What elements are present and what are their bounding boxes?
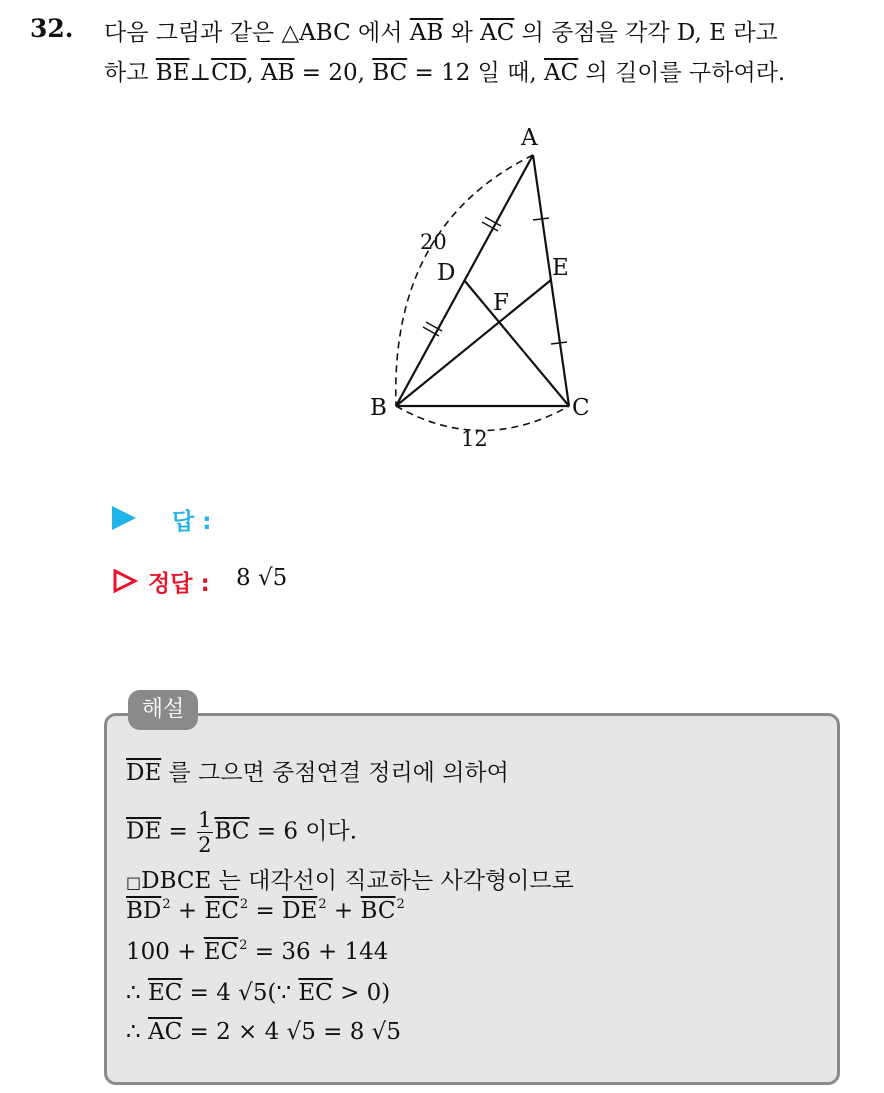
problem-text: 하고: [104, 60, 156, 86]
label-d: D: [437, 260, 456, 286]
segment-bc: $\overline{BC}$: [360, 898, 396, 924]
correct-answer-value: 8 √5: [236, 565, 288, 591]
solution-text: 를 그으면 중점연결 정리에 의하여: [161, 760, 509, 786]
solution-line-1: [126, 754, 509, 787]
segment-ac: $\overline{AC}$: [147, 1019, 183, 1045]
square-symbol: □: [126, 873, 142, 892]
label-e: E: [552, 255, 569, 281]
exponent: 2: [318, 897, 327, 912]
solution-line-4: [126, 898, 405, 924]
solution-text: = 6 이다.: [249, 818, 358, 845]
length-bc: 12: [461, 427, 488, 451]
equals-sign: =: [248, 898, 283, 924]
solution-text: > 0): [332, 980, 391, 1006]
problem-text: 의 길이를 구하여라.: [578, 60, 786, 86]
problem-text: = 20,: [294, 60, 373, 86]
tick-mark: [551, 342, 567, 344]
label-c: C: [572, 395, 590, 421]
exponent: 2: [239, 938, 248, 953]
length-ab: 20: [420, 230, 447, 254]
solution-text: 100 +: [126, 939, 204, 965]
solution-text: DBCE 는 대각선이 직교하는 사각형이므로: [141, 868, 574, 894]
solution-text: ∴: [126, 1019, 148, 1045]
problem-number: 32.: [30, 14, 74, 43]
solution-text: = 36 + 144: [247, 939, 389, 965]
label-f: F: [493, 290, 509, 316]
segment-cd: $\overline{CD}$: [211, 60, 247, 86]
exponent: 2: [396, 897, 405, 912]
segment-ab: $\overline{AB}$: [409, 20, 444, 46]
perpendicular-symbol: ⊥: [189, 60, 212, 86]
exponent: 2: [239, 897, 249, 912]
solution-line-6: [126, 980, 390, 1006]
exponent: 2: [162, 897, 171, 912]
solution-text: = 4 √5(∵: [182, 980, 299, 1006]
segment-de: $\overline{DE}$: [126, 760, 162, 786]
solution-text: = 2 × 4 √5 = 8 √5: [182, 1019, 401, 1045]
plus-sign: +: [326, 898, 361, 924]
segment-be: $\overline{BE}$: [155, 60, 190, 86]
answer-arrow-icon: [112, 506, 136, 530]
triangle-figure: [350, 115, 610, 460]
correct-answer-arrow-icon: [112, 568, 138, 594]
segment-ec: $\overline{EC}$: [147, 980, 183, 1006]
segment-be-line: [396, 280, 551, 406]
problem-text: = 12 일 때,: [407, 60, 545, 86]
problem-text: 다음 그림과 같은 △ABC 에서: [104, 20, 410, 46]
segment-ec: $\overline{EC}$: [203, 939, 239, 965]
answer-label: 답 :: [172, 509, 212, 535]
problem-text: 와: [443, 20, 481, 46]
solution-line-3: [126, 862, 574, 895]
fraction-denominator: 2: [198, 833, 212, 857]
segment-ec: $\overline{EC}$: [298, 980, 333, 1006]
segment-de: $\overline{DE}$: [282, 898, 318, 924]
solution-text: ∴: [126, 980, 148, 1006]
fraction-numerator: 1: [198, 808, 212, 832]
segment-bc: $\overline{BC}$: [372, 60, 408, 86]
segment-ac: $\overline{AC}$: [480, 20, 515, 46]
segment-bc: $\overline{BC}$: [214, 818, 250, 845]
fraction: [197, 808, 212, 857]
segment-de: $\overline{DE}$: [126, 818, 162, 845]
segment-bd: $\overline{BD}$: [126, 898, 162, 924]
plus-sign: +: [170, 898, 205, 924]
dimension-arcs: [396, 155, 569, 431]
problem-text: ,: [246, 60, 261, 86]
segment-ab: $\overline{AB}$: [260, 60, 295, 86]
segment-ec: $\overline{EC}$: [204, 898, 239, 924]
problem-text-line-2: [104, 54, 785, 87]
correct-answer-label: 정답 :: [148, 571, 210, 597]
equals-sign: =: [161, 818, 196, 845]
problem-text-line-1: [104, 14, 778, 47]
tick-mark: [533, 218, 549, 220]
label-b: B: [370, 395, 387, 421]
solution-line-2: [126, 808, 357, 857]
solution-line-5: [126, 939, 388, 965]
solution-tab: 해설: [128, 690, 198, 730]
problem-text: 의 중점을 각각 D, E 라고: [514, 20, 778, 46]
solution-line-7: [126, 1019, 401, 1045]
label-a: A: [521, 125, 538, 151]
segment-ac: $\overline{AC}$: [544, 60, 579, 86]
triangle-lines: [396, 155, 569, 406]
